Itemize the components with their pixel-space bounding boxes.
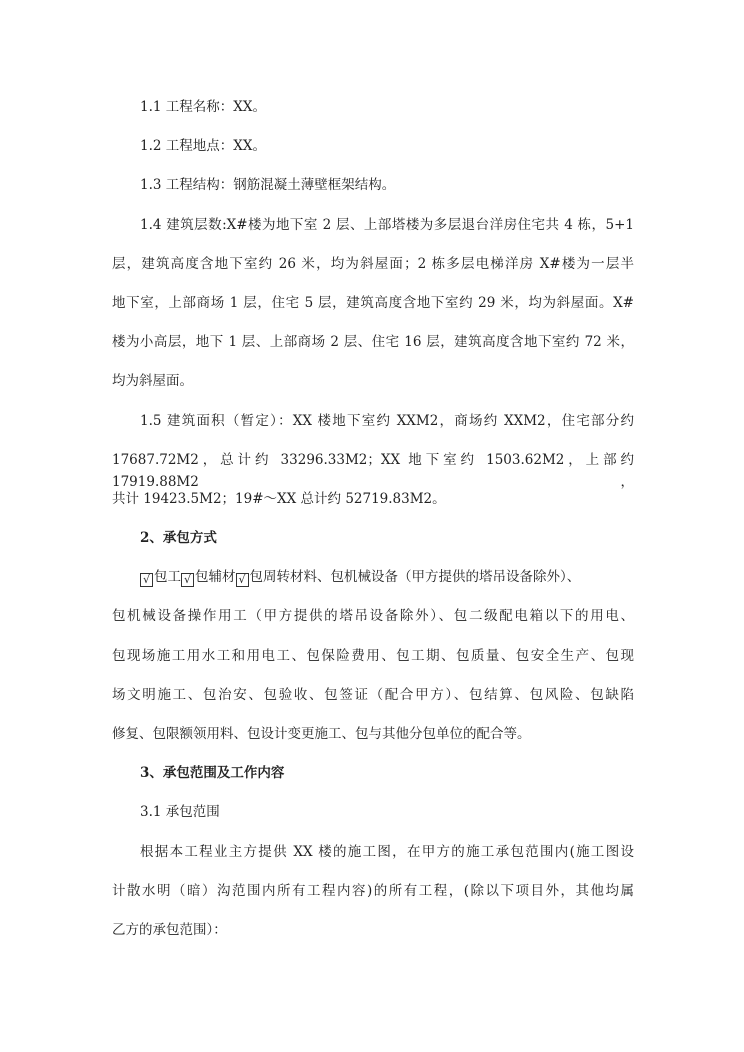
text-line: 包现场施工用水工和用电工、包保险费用、包工期、包质量、包安全生产、包现 (112, 647, 634, 664)
text-fragment: 包周转材料、包机械设备（甲方提供的塔吊设备除外）、 (249, 569, 581, 586)
heading-contract-scope: 3、承包范围及工作内容 (140, 765, 285, 782)
text-line: 场文明施工、包治安、包验收、包签证（配合甲方）、包结算、包风险、包缺陷 (112, 686, 634, 703)
checkbox-checked-icon: √ (140, 573, 153, 587)
paragraph-contract-method (112, 566, 634, 762)
subheading-scope: 3.1 承包范围 (140, 804, 220, 821)
paragraph-project-name (112, 96, 634, 135)
paragraph-project-structure (112, 174, 634, 213)
paragraph-project-location (112, 135, 634, 174)
checkbox-checked-icon: √ (236, 573, 249, 587)
text-line: 均为斜屋面。 (112, 373, 193, 390)
text-line: 计散水明（暗）沟范围内所有工程内容)的所有工程，(除以下项目外，其他均属 (112, 882, 634, 899)
text-line: 乙方的承包范围）： (112, 921, 227, 938)
text-line: 根据本工程业主方提供 XX 楼的施工图，在甲方的施工承包范围内(施工图设 (140, 843, 634, 860)
paragraph-scope (112, 841, 634, 959)
paragraph-building-floors (112, 214, 634, 410)
text-line: 1.1 工程名称：XX。 (140, 99, 266, 115)
text-line: 层，建筑高度含地下室约 26 米，均为斜屋面；2 栋多层电梯洋房 X#楼为一层半 (112, 255, 634, 272)
document-page (112, 96, 634, 958)
text-line: 修复、包限额领用料、包设计变更施工、包与其他分包单位的配合等。 (112, 726, 531, 742)
text-line: 1.5 建筑面积（暂定）：XX 楼地下室约 XXM2，商场约 XXM2，住宅部分约 (140, 412, 634, 429)
checkbox-checked-icon: √ (181, 573, 194, 587)
text-fragment: 包辅材 (195, 569, 236, 586)
text-line: 包机械设备操作用工（甲方提供的塔吊设备除外）、包二级配电箱以下的用电、 (112, 608, 634, 625)
text-line: 楼为小高层，地下 1 层、上部商场 2 层、住宅 16 层，建筑高度含地下室约 72 米， (112, 334, 634, 351)
text-fragment: 包工 (154, 569, 181, 586)
text-line: 1.3 工程结构：钢筋混凝土薄壁框架结构。 (140, 177, 396, 194)
text-line: 共计 19423.5M2；19#～XX 总计约 52719.83M2。 (112, 490, 446, 507)
heading-contract-method: 2、承包方式 (140, 530, 217, 547)
text-line: 1.2 工程地点：XX。 (140, 138, 266, 155)
text-line: 1.4 建筑层数:X#楼为地下室 2 层、上部塔楼为多层退台洋房住宅共 4 栋，5+1 (140, 216, 634, 233)
text-line: 17687.72M2，总计约 33296.33M2；XX 地下室约 1503.62M2，上部约 17919.88M2， (112, 451, 634, 490)
text-line: 地下室，上部商场 1 层，住宅 5 层，建筑高度含地下室约 29 米，均为斜屋面。X# (112, 294, 634, 311)
paragraph-building-area (112, 410, 634, 528)
text-line (112, 566, 634, 605)
